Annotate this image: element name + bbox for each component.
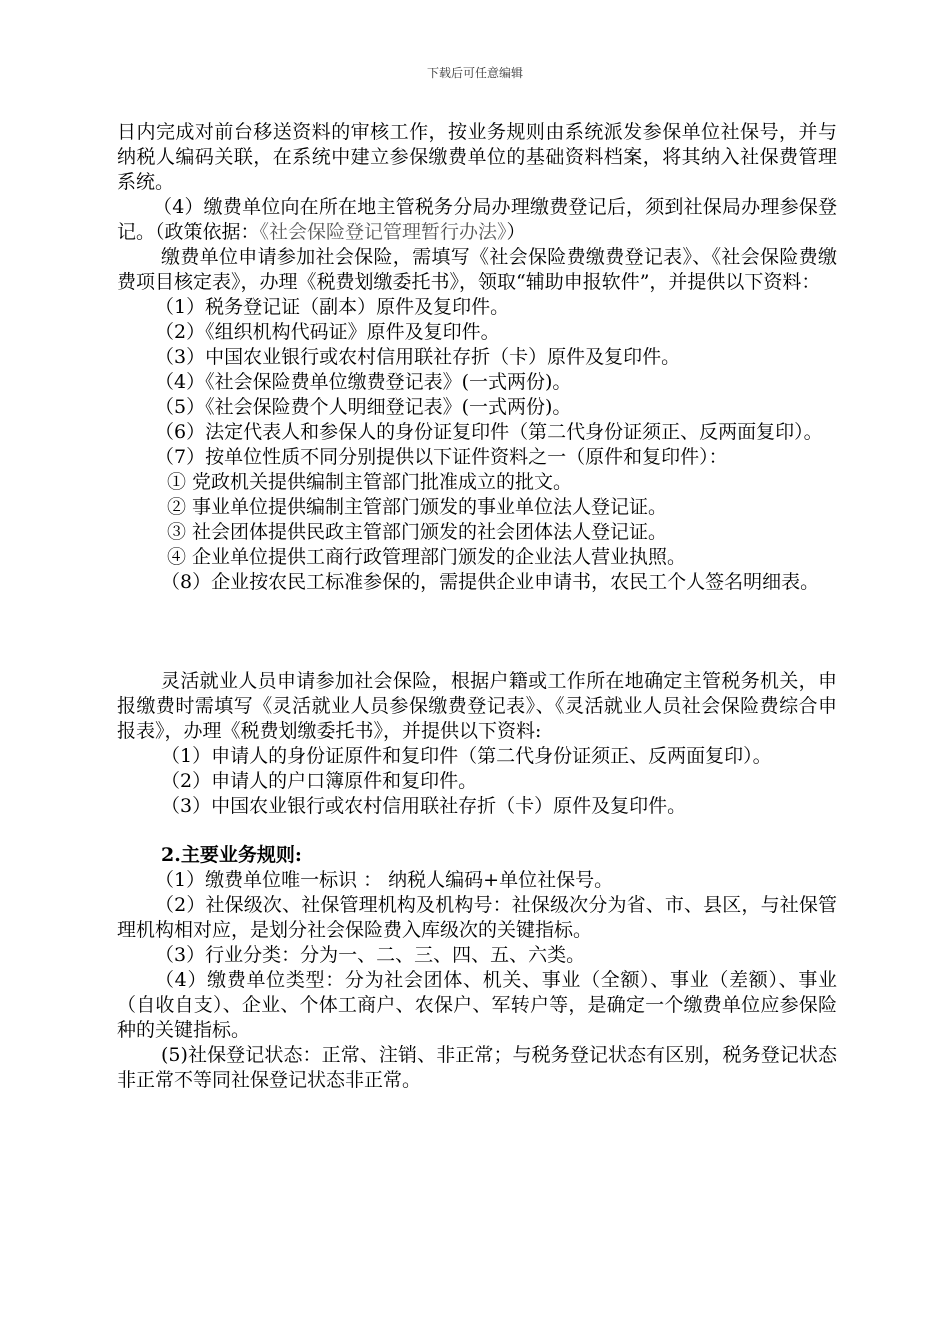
sublist-item: ② 事业单位提供编制主管部门颁发的事业单位法人登记证。 [167,496,668,518]
sublist-item: ③ 社会团体提供民政主管部门颁发的社会团体法人登记证。 [167,521,668,543]
list-item: （1）申请人的身份证原件和复印件（第二代身份证须正、反两面复印）。 [161,745,772,767]
list-item: （5）《社会保险费个人明细登记表》(一式两份)。 [155,396,572,418]
sublist-item: ① 党政机关提供编制主管部门批准成立的批文。 [167,471,573,493]
list-item: （4）《社会保险费单位缴费登记表》(一式两份)。 [155,371,572,393]
rule-item: (5)社保登记状态：正常、注销、非正常；与税务登记状态有区别，税务登记状态非正常不等同社保登记状态非正常。 [117,1044,837,1091]
paragraph-flexible-employment: 灵活就业人员申请参加社会保险，根据户籍或工作所在地确定主管税务机关，申报缴费时需填写《灵活就业人员参保缴费登记表》、《灵活就业人员社会保险费综合申报表》，办理《税费划缴委托书》，并提供以下资料: [117,670,837,742]
spacer [117,819,837,843]
rule-item: （4）缴费单位类型：分为社会团体、机关、事业（全额）、事业（差额）、事业（自收自支）、企业、个体工商户、农保户、军转户等，是确定一个缴费单位应参保险种的关键指标。 [117,969,837,1041]
list-item: （1）税务登记证（副本）原件及复印件。 [155,296,510,318]
paragraph-unit-application: 缴费单位申请参加社会保险，需填写《社会保险费缴费登记表》、《社会保险费缴费项目核定表》，办理《税费划缴委托书》，领取“辅助申报软件”，并提供以下资料： [117,246,837,293]
rule-item: （1）缴费单位唯一标识 ： 纳税人编码+单位社保号。 [155,869,614,891]
list-item: （3）中国农业银行或农村信用联社存折（卡）原件及复印件。 [161,795,687,817]
list-item: （2）申请人的户口簿原件和复印件。 [161,770,478,792]
rule-item: （3）行业分类：分为一、二、三、四、五、六类。 [155,944,586,966]
paragraph-registration-text: （4）缴费单位向在所在地主管税务分局办理缴费登记后，须到社保局办理参保登记。（政策依据： [117,196,837,243]
document-body [117,120,837,1093]
list-item: （3）中国农业银行或农村信用联社存折（卡）原件及复印件。 [155,346,681,368]
paragraph-continuation: 日内完成对前台移送资料的审核工作，按业务规则由系统派发参保单位社保号，并与纳税人编码关联，在系统中建立参保缴费单位的基础资料档案，将其纳入社保费管理系统。 [117,121,837,193]
list-item: （7）按单位性质不同分别提供以下证件资料之一（原件和复印件）： [155,446,728,468]
paragraph-registration-end: ） [506,221,526,243]
list-item: （6）法定代表人和参保人的身份证复印件（第二代身份证须正、反两面复印）。 [155,421,823,443]
list-item: （2）《组织机构代码证》原件及复印件。 [155,321,500,343]
rule-item: （2）社保级次、社保管理机构及机构号：社保级次分为省、市、县区，与社保管理机构相对应，是划分社会保险费入库级次的关键指标。 [117,894,837,941]
paragraph-registration [117,195,837,245]
spacer [117,595,837,669]
list-item: （8）企业按农民工标准参保的，需提供企业申请书，农民工个人签名明细表。 [161,571,820,593]
policy-reference-link[interactable]: 《社会保险登记管理暂行办法》 [259,221,507,243]
sublist-item: ④ 企业单位提供工商行政管理部门颁发的企业法人营业执照。 [167,546,687,568]
page-header-note: 下载后可任意编辑 [426,66,523,80]
section-heading: 2.主要业务规则: [161,844,302,866]
